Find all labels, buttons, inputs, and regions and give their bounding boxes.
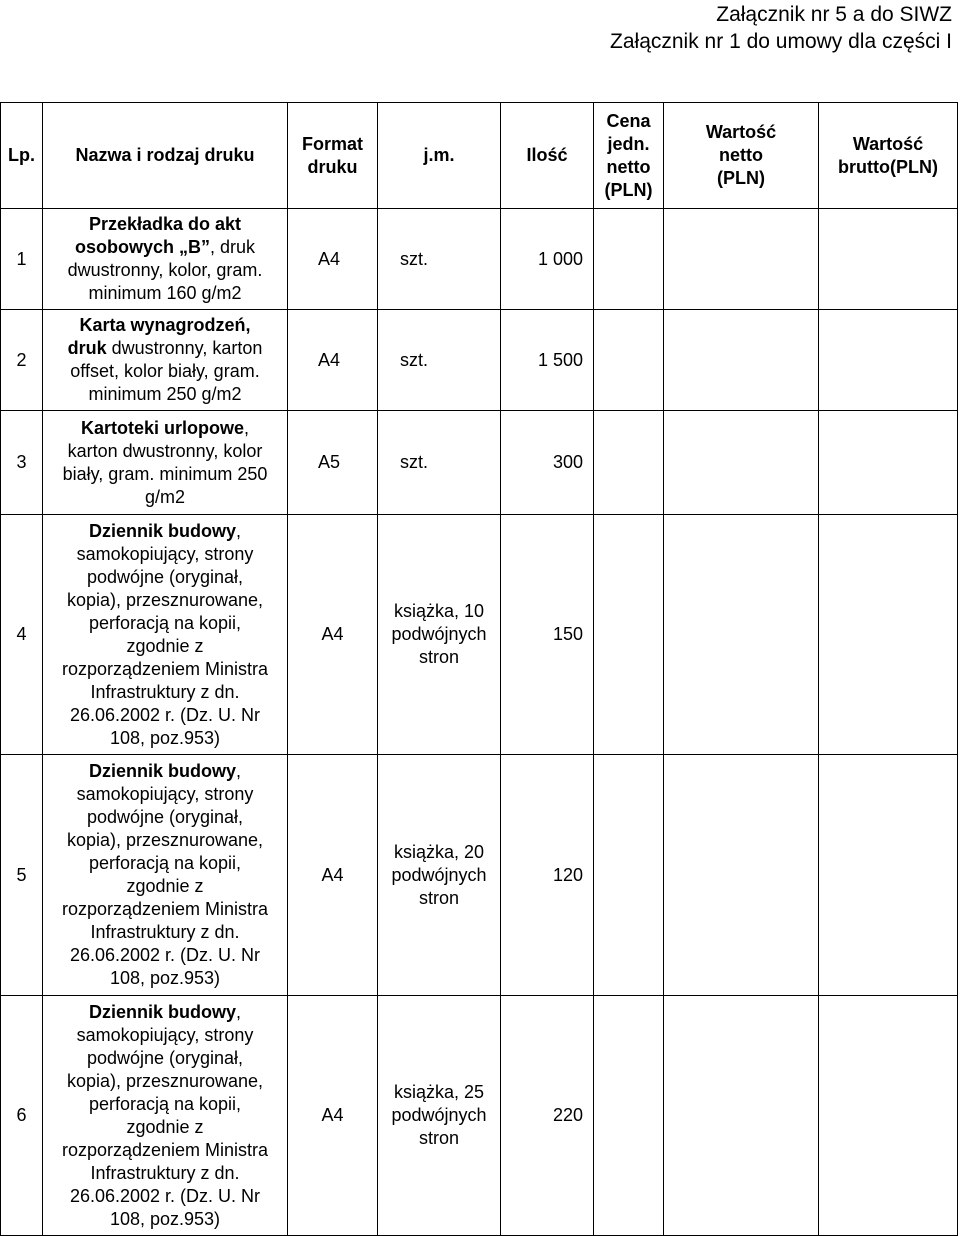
contract-attachment-heading: Załącznik nr 1 do umowy dla części I bbox=[610, 30, 952, 53]
item-name bbox=[43, 755, 287, 995]
item-name bbox=[43, 996, 287, 1235]
gross-value bbox=[819, 209, 957, 309]
item-name bbox=[43, 209, 287, 309]
row-number: 2 bbox=[16, 349, 27, 370]
unit: szt. bbox=[400, 349, 429, 370]
item-name-bold: Przekładka do akt osobowych „B” bbox=[74, 214, 242, 257]
format: A4 bbox=[321, 1105, 344, 1125]
unit-price bbox=[594, 515, 663, 754]
item-name-details: , samokopiujący, strony podwójne (oryginał, kopia), przesznurowane, perforacją na kopii, zgodnie z rozporządzeniem Ministra Infrastruktury z dn. 26.06.2002 r. (Dz. U. Nr 108, poz.953) bbox=[61, 761, 269, 988]
gross-value bbox=[819, 310, 957, 410]
item-name-bold: Dziennik budowy bbox=[88, 1001, 236, 1022]
unit-price bbox=[594, 209, 663, 309]
header-name: Nazwa i rodzaj druku bbox=[75, 145, 255, 165]
quantity: 300 bbox=[552, 452, 583, 472]
table-vline bbox=[957, 102, 958, 1236]
row-number: 4 bbox=[16, 624, 27, 644]
header-lp: Lp. bbox=[8, 145, 35, 165]
row-number: 1 bbox=[16, 248, 27, 269]
quantity: 120 bbox=[552, 864, 583, 885]
net-value bbox=[664, 515, 818, 754]
net-value bbox=[664, 209, 818, 309]
unit-price bbox=[594, 996, 663, 1235]
item-name-bold: Dziennik budowy bbox=[88, 761, 236, 781]
unit: książka, 20 podwójnych stron bbox=[391, 841, 487, 908]
header-format: Format druku bbox=[301, 133, 363, 177]
gross-value bbox=[819, 411, 957, 514]
unit-price bbox=[594, 755, 663, 995]
row-number: 3 bbox=[16, 452, 27, 472]
gross-value bbox=[819, 755, 957, 995]
unit: szt. bbox=[400, 452, 429, 472]
item-name-details: , samokopiujący, strony podwójne (oryginał, kopia), przesznurowane, perforacją na kopii, zgodnie z rozporządzeniem Ministra Infrastruktury z dn. 26.06.2002 r. (Dz. U. Nr 108, poz.953) bbox=[61, 1001, 269, 1229]
item-name-details: , samokopiujący, strony podwójne (oryginał, kopia), przesznurowane, perforacją na kopii, zgodnie z rozporządzeniem Ministra Infrastruktury z dn. 26.06.2002 r. (Dz. U. Nr 108, poz.953) bbox=[61, 520, 269, 748]
header-net-value: Wartość netto (PLN) bbox=[705, 122, 777, 188]
unit: książka, 25 podwójnych stron bbox=[391, 1082, 487, 1148]
attachment-heading: Załącznik nr 5 a do SIWZ bbox=[716, 3, 952, 26]
quantity: 1 500 bbox=[537, 349, 583, 370]
row-number: 6 bbox=[16, 1105, 27, 1125]
item-name bbox=[43, 411, 287, 514]
item-name-bold: Kartoteki urlopowe bbox=[80, 417, 244, 438]
net-value bbox=[664, 310, 818, 410]
format: A4 bbox=[321, 864, 344, 885]
item-name bbox=[43, 515, 287, 754]
header-unit-price: Cena jedn. netto (PLN) bbox=[604, 110, 653, 200]
header-gross-value: Wartość brutto(PLN) bbox=[838, 133, 938, 177]
quantity: 1 000 bbox=[537, 248, 583, 269]
net-value bbox=[664, 411, 818, 514]
quantity: 220 bbox=[552, 1105, 583, 1125]
unit: książka, 10 podwójnych stron bbox=[391, 601, 487, 667]
net-value bbox=[664, 755, 818, 995]
quantity: 150 bbox=[552, 624, 583, 644]
gross-value bbox=[819, 996, 957, 1235]
header-qty: Ilość bbox=[526, 145, 568, 165]
unit-price bbox=[594, 411, 663, 514]
format: A4 bbox=[321, 624, 344, 644]
unit: szt. bbox=[400, 248, 429, 269]
format: A5 bbox=[318, 452, 341, 472]
header-unit: j.m. bbox=[423, 145, 455, 165]
item-name-details: , karton dwustronny, kolor biały, gram. minimum 250 g/m2 bbox=[62, 417, 268, 507]
format: A4 bbox=[318, 349, 341, 370]
row-number: 5 bbox=[16, 864, 27, 885]
item-name-bold: Karta wynagrodzeń, druk bbox=[67, 315, 251, 358]
format: A4 bbox=[318, 248, 341, 269]
gross-value bbox=[819, 515, 957, 754]
net-value bbox=[664, 996, 818, 1235]
item-name-details: , druk dwustronny, kolor, gram. minimum 160 g/m2 bbox=[67, 237, 263, 303]
unit-price bbox=[594, 310, 663, 410]
item-name-bold: Dziennik budowy bbox=[88, 520, 236, 541]
item-name bbox=[43, 310, 287, 410]
item-name-details: dwustronny, karton offset, kolor biały, gram. minimum 250 g/m2 bbox=[70, 338, 263, 404]
